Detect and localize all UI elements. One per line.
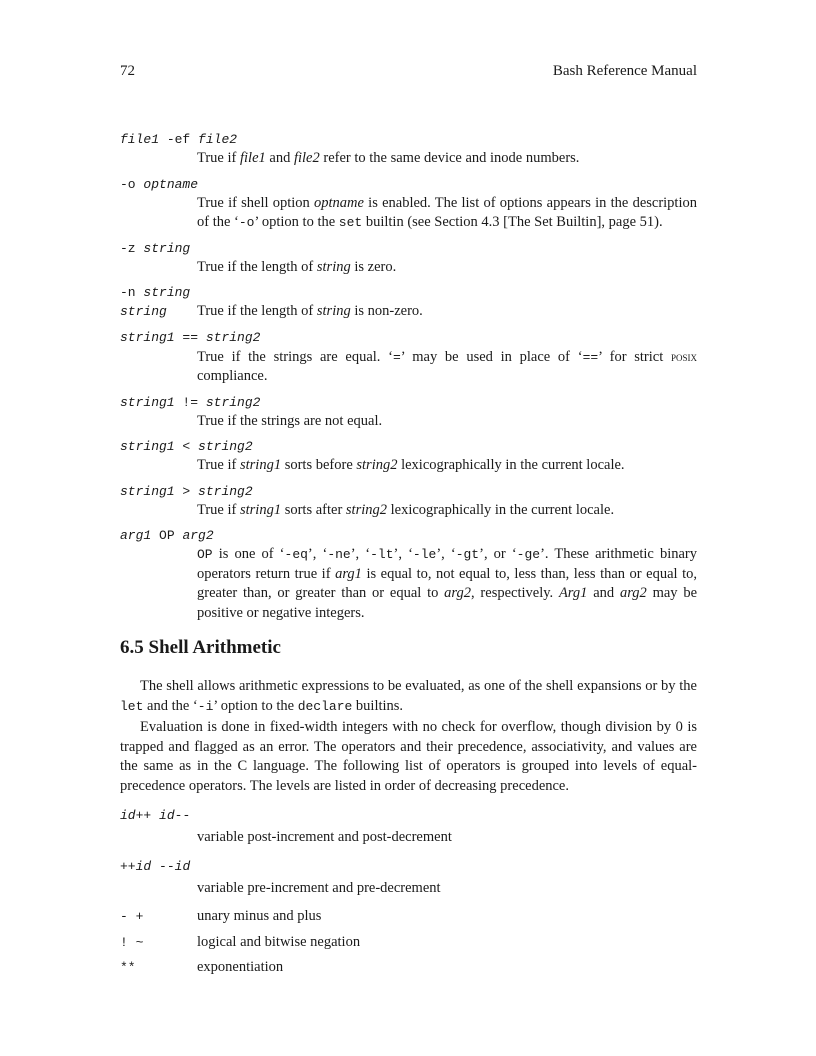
desc-pre-increment: variable pre-increment and pre-decrement: [197, 879, 441, 896]
page-content: [120, 130, 697, 984]
term-string: string: [120, 304, 167, 319]
row-negation: [120, 933, 697, 953]
term-gt: string1 > string2: [120, 483, 253, 499]
term-lt: string1 < string2: [120, 439, 253, 454]
term-eq: string1 == string2: [120, 329, 261, 345]
desc-o: True if shell option optname is enabled. The list of options appears in the description of the ‘-o’ option to the set builtin (see Section 4.3 [The Set Builtin], page 51).: [197, 194, 697, 230]
row-unary: [120, 907, 697, 927]
paragraph-intro: The shell allows arithmetic expressions to be evaluated, as one of the shell expansions or by the let and the ‘-i’ option to the declare builtins.: [120, 678, 697, 714]
term-o: -o optname: [120, 176, 199, 192]
manual-title: Bash Reference Manual: [552, 63, 697, 79]
desc-n: True if the length of string is non-zero.: [197, 303, 423, 319]
term-pre-increment: ++id --id: [120, 858, 191, 874]
desc-unary: unary minus and plus: [197, 908, 322, 924]
term-z: -z string: [120, 240, 191, 256]
desc-negation: logical and bitwise negation: [197, 933, 361, 950]
paragraph-evaluation: Evaluation is done in fixed-width integers with no check for overflow, though division by 0 is trapped and flagged as an error. The operators and their precedence, associativity, and values are the same as in the C language. The following list of operators is grouped into levels of equal-precedence operators. The levels are listed in order of decreasing precedence.: [120, 719, 697, 794]
term-negation: ! ~: [120, 934, 144, 950]
desc-ne: True if the strings are not equal.: [197, 412, 383, 429]
term-ne: string1 != string2: [120, 394, 261, 410]
term-ef: file1 -ef file2: [120, 132, 238, 147]
term-arg-op: arg1 OP arg2: [120, 528, 214, 543]
desc-lt: True if string1 sorts before string2 lexicographically in the current locale.: [197, 457, 625, 473]
term-unary: - +: [120, 909, 144, 924]
row-exponent: [120, 958, 697, 978]
page-number: 72: [120, 63, 135, 79]
desc-z: True if the length of string is zero.: [197, 258, 397, 275]
section-heading: 6.5 Shell Arithmetic: [120, 637, 281, 658]
desc-gt: True if string1 sorts after string2 lexicographically in the current locale.: [197, 501, 615, 518]
arithmetic-operator-list: [120, 806, 697, 978]
desc-exponent: exponentiation: [197, 959, 284, 975]
desc-post-increment: variable post-increment and post-decrement: [197, 829, 452, 845]
desc-ef: True if file1 and file2 refer to the same device and inode numbers.: [197, 150, 580, 166]
running-header: [120, 63, 697, 80]
conditional-operator-list: [120, 130, 697, 623]
desc-eq: True if the strings are equal. ‘=’ may be used in place of ‘==’ for strict posix compliance.: [197, 348, 697, 384]
term-post-increment: id++ id--: [120, 808, 191, 823]
desc-arg-op: OP is one of ‘-eq’, ‘-ne’, ‘-lt’, ‘-le’, ‘-gt’, or ‘-ge’. These arithmetic binary operators return true if arg1 is equal to, not equal to, less than, less than or equal to, greater than, or greater than or equal to arg2, respectively. Arg1 and arg2 may be positive or negative integers.: [197, 546, 698, 621]
term-exponent: **: [120, 960, 136, 975]
row-string: [120, 302, 697, 322]
term-n: -n string: [120, 285, 191, 300]
